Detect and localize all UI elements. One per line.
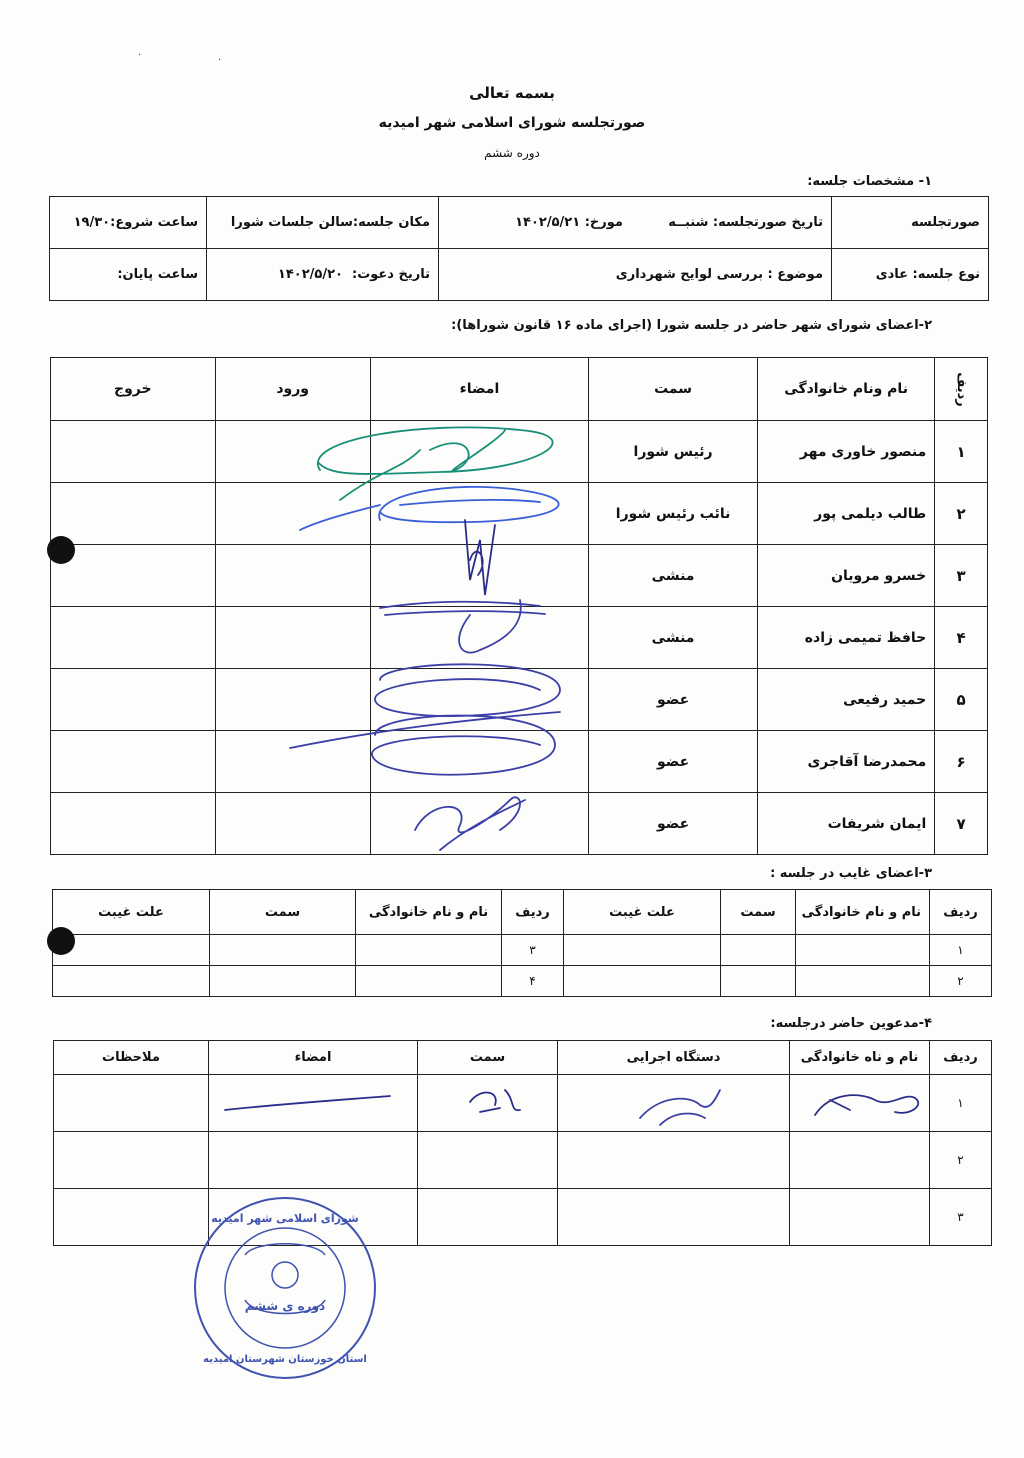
column-header: امضاء <box>209 1041 418 1075</box>
member-position: رئیس شورا <box>589 421 758 483</box>
member-position: عضو <box>589 669 758 731</box>
member-name: منصور خاوری مهر <box>757 421 934 483</box>
scan-speck: · <box>138 50 142 61</box>
signature-mark <box>470 1090 520 1112</box>
column-header: علت غیبت <box>564 890 721 935</box>
table-cell: ۳ <box>930 1189 992 1246</box>
member-name: ایمان شریفات <box>757 793 934 855</box>
column-header: ردیف <box>502 890 564 935</box>
signature-mark <box>415 797 525 850</box>
stamp-text-top: شورای اسلامی شهر امیدیه <box>211 1212 359 1225</box>
member-name: طالب دیلمی پور <box>757 483 934 545</box>
header-basmala: بسمه تعالی <box>469 84 555 102</box>
row-number: ۷ <box>935 793 988 855</box>
header-title: صورتجلسه شورای اسلامی شهر امیدیه <box>378 115 646 131</box>
signature-mark <box>375 664 560 716</box>
table-cell: ۲ <box>930 966 992 997</box>
member-name: حمید رفیعی <box>757 669 934 731</box>
row-number: ۴ <box>935 607 988 669</box>
row-number: ۶ <box>935 731 988 793</box>
stamp-text-bottom: استان خوزستان شهرستان امیدیه <box>203 1354 367 1365</box>
row-number: ۳ <box>935 545 988 607</box>
column-header-label: ردیف <box>953 372 969 407</box>
section2-title: ۲-اعضای شورای شهر حاضر در جلسه شورا (اجرای ماده ۱۶ قانون شوراها): <box>451 318 932 333</box>
member-position: عضو <box>589 731 758 793</box>
signature-mark <box>380 600 545 653</box>
column-header: علت غیبت <box>53 890 210 935</box>
member-position: نائب رئیس شورا <box>589 483 758 545</box>
signature-mark <box>815 1095 918 1115</box>
signature-mark <box>465 520 495 595</box>
section4-title: ۴-مدعوین حاضر درجلسه: <box>770 1016 932 1031</box>
column-header: خروج <box>51 358 216 421</box>
column-header: نام و نام خانوادگی <box>796 890 930 935</box>
official-stamp <box>195 1198 375 1378</box>
table-cell: نوع جلسه: عادی <box>832 249 989 301</box>
column-header: ردیف <box>930 890 992 935</box>
stamp-text-mid: دوره ی ششم <box>244 1299 326 1313</box>
section1-title: ۱- مشخصات جلسه: <box>807 174 932 189</box>
signature-mark <box>225 1096 390 1110</box>
table-cell: ساعت پایان: <box>50 249 207 301</box>
column-header: امضاء <box>370 358 588 421</box>
column-header: ورود <box>215 358 370 421</box>
member-position: منشی <box>589 607 758 669</box>
column-header: دستگاه اجرایی <box>558 1041 790 1075</box>
table-cell: ۴ <box>502 966 564 997</box>
table-cell: صورتجلسه <box>832 197 989 249</box>
scan-speck: · <box>218 55 222 66</box>
emblem-icon <box>272 1262 298 1288</box>
table-cell: ۲ <box>930 1132 992 1189</box>
table-cell: تاریخ صورتجلسه: شنبــه مورخ: ۱۴۰۲/۵/۲۱ <box>439 197 832 249</box>
member-position: عضو <box>589 793 758 855</box>
member-name: محمدرضا آقاجری <box>757 731 934 793</box>
table-cell: موضوع : بررسی لوایح شهرداری <box>439 249 832 301</box>
table-cell: ۱ <box>930 1075 992 1132</box>
table-cell: تاریخ دعوت: ۱۴۰۲/۵/۲۰ <box>207 249 439 301</box>
column-header: نام و نام خانوادگی <box>356 890 502 935</box>
column-header: نام و ناه خانوادگی <box>790 1041 930 1075</box>
column-header: ردیف <box>930 1041 992 1075</box>
table-cell: ساعت شروع:۱۹/۳۰ <box>50 197 207 249</box>
column-header: سمت <box>210 890 356 935</box>
column-header: ملاحظات <box>54 1041 209 1075</box>
column-header: سمت <box>721 890 796 935</box>
column-header: سمت <box>418 1041 558 1075</box>
row-number: ۵ <box>935 669 988 731</box>
row-number: ۱ <box>935 421 988 483</box>
table-cell: مکان جلسه:سالن جلسات شورا <box>207 197 439 249</box>
member-position: منشی <box>589 545 758 607</box>
table-cell: ۳ <box>502 935 564 966</box>
header-term: دوره ششم <box>484 146 540 160</box>
section3-title: ۳-اعضای غایب در جلسه : <box>770 866 932 881</box>
table-cell: ۱ <box>930 935 992 966</box>
member-name: خسرو مرویان <box>757 545 934 607</box>
member-name: حافظ تمیمی زاده <box>757 607 934 669</box>
signature-mark <box>300 487 559 530</box>
row-number: ۲ <box>935 483 988 545</box>
signature-mark <box>290 712 560 775</box>
column-header: نام ونام خانوادگی <box>757 358 934 421</box>
column-header: سمت <box>589 358 758 421</box>
signature-mark <box>640 1090 720 1125</box>
